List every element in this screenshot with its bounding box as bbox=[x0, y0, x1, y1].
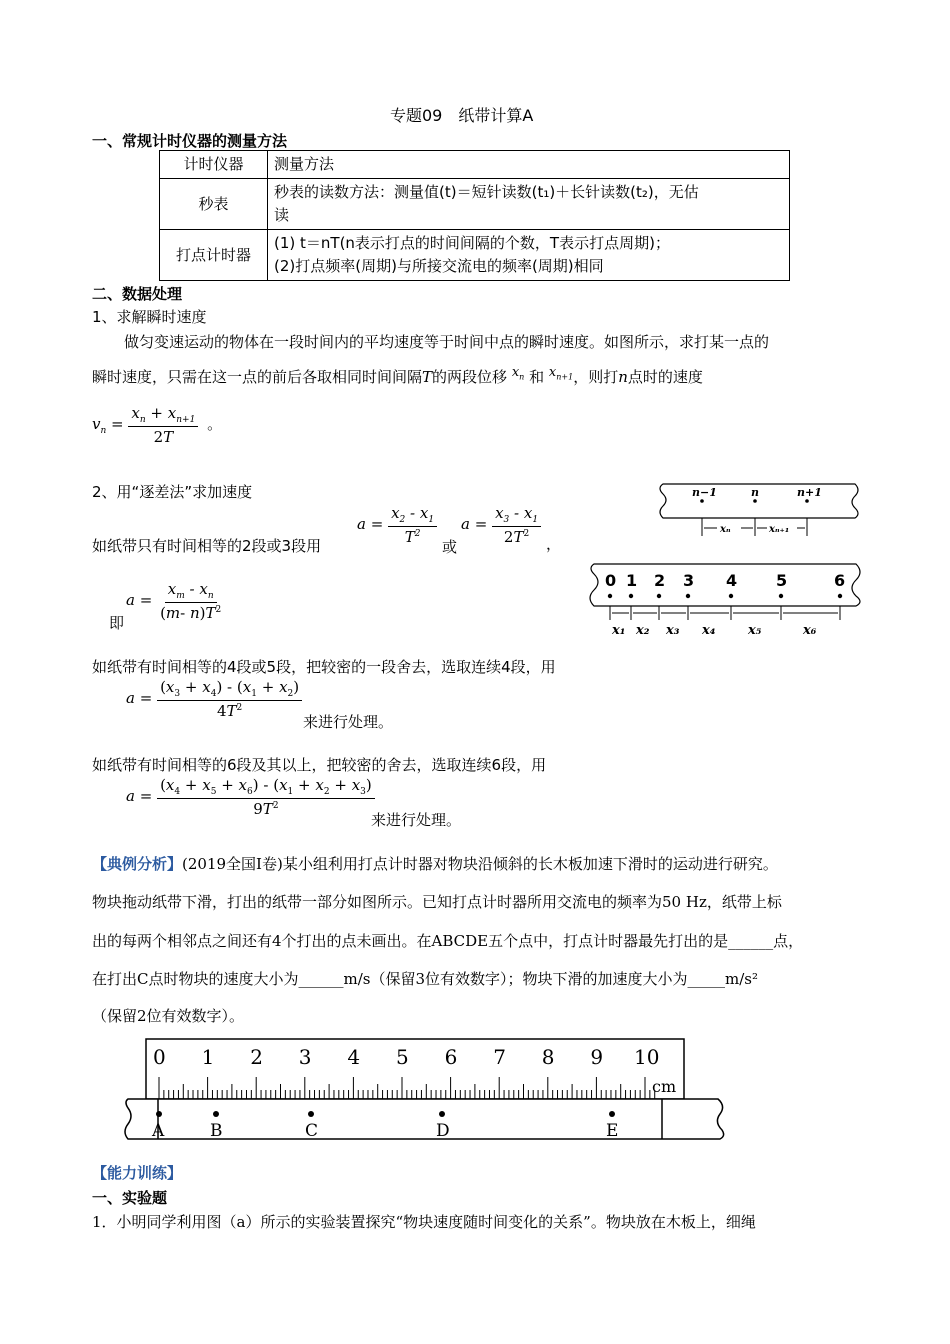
comma-text: ， bbox=[546, 535, 562, 553]
table-header-method: 测量方法 bbox=[268, 151, 790, 179]
example-line-2: 物块拖动纸带下滑，打出的纸带一部分如图所示。已知打点计时器所用交流电的频率为50 Hz，纸带上标 bbox=[92, 893, 782, 911]
ruler-number: 4 bbox=[347, 1045, 361, 1069]
ruler-number: 7 bbox=[493, 1045, 506, 1069]
accel-formula-4seg: a = $\frac{(x_3 + x_4) - (x_1 + x_2)}{4T^2}$ bbox=[126, 678, 302, 720]
fig2-seg-labels bbox=[611, 623, 817, 638]
ruler-number: 6 bbox=[444, 1045, 458, 1069]
ruler-number: 2 bbox=[250, 1045, 263, 1069]
fig1-label-n: n bbox=[751, 486, 759, 499]
tape-figure-successive-difference bbox=[586, 560, 868, 640]
example-tag: 【典例分析】 bbox=[92, 855, 183, 873]
table-cell-timer: 打点计时器 bbox=[160, 230, 268, 281]
training-tag: 【能力训练】 bbox=[92, 1164, 183, 1182]
sub1-title: 1、求解瞬时速度 bbox=[92, 308, 207, 326]
section2-heading: 二、数据处理 bbox=[92, 285, 183, 303]
example-line-3: 出的每两个相邻点之间还有4个打出的点未画出。在ABCDE五个点中，打点计时器最先打出的是______点， bbox=[92, 932, 804, 950]
accel-formula-6seg: a = $\frac{(x_4 + x_5 + x_6) - (x_1 + x_2 + x_3)}{9T^2}$ bbox=[126, 776, 375, 818]
svg-text:C: C bbox=[305, 1121, 319, 1141]
example-line-4: 在打出C点时物块的速度大小为______m/s（保留3位有效数字）；物块下滑的加速度大小为_____m/s² bbox=[92, 970, 758, 988]
ruler-unit: cm bbox=[652, 1077, 677, 1096]
svg-text:B: B bbox=[210, 1121, 223, 1141]
svg-text:5: 5 bbox=[776, 571, 788, 590]
training-heading: 一、实验题 bbox=[92, 1189, 168, 1207]
timer-method-line1: (1) t＝nT(n表示打点的时间间隔的个数，T表示打点周期)； bbox=[274, 234, 670, 252]
ruler-number: 0 bbox=[153, 1045, 166, 1069]
ruler-number: 3 bbox=[298, 1045, 312, 1069]
svg-text:E: E bbox=[606, 1121, 619, 1141]
sub1-paragraph-1: 做匀变速运动的物体在一段时间内的平均速度等于时间中点的瞬时速度。如图所示，求打某一点的 bbox=[124, 333, 770, 351]
tape-figure-instant-velocity bbox=[655, 478, 865, 540]
two-three-segments-text: 如纸带只有时间相等的2段或3段用 bbox=[92, 537, 322, 555]
process-text-2: 来进行处理。 bbox=[371, 811, 462, 829]
process-text-1: 来进行处理。 bbox=[303, 713, 394, 731]
ruler-number: 5 bbox=[396, 1045, 409, 1069]
svg-text:A: A bbox=[152, 1121, 165, 1141]
table-cell-stopwatch: 秒表 bbox=[160, 179, 268, 230]
table-header-instrument: 计时仪器 bbox=[160, 151, 268, 179]
or-text: 或 bbox=[442, 538, 458, 556]
timer-method-line2: (2)打点频率(周期)与所接交流电的频率(周期)相同 bbox=[274, 257, 604, 275]
svg-text:0: 0 bbox=[605, 571, 617, 590]
ruler-number: 1 bbox=[201, 1045, 215, 1069]
accel-formula-3seg: a = $\frac{x_3 - x_1}{2T^2}$ bbox=[461, 504, 541, 546]
svg-text:D: D bbox=[436, 1121, 450, 1141]
svg-text:4: 4 bbox=[726, 571, 738, 590]
ruler-number: 9 bbox=[590, 1045, 604, 1069]
stopwatch-method-line1: 秒表的读数方法：测量值(t)＝短针读数(t₁)＋长针读数(t₂)，无估 bbox=[274, 183, 699, 201]
svg-text:3: 3 bbox=[683, 571, 695, 590]
ruler-tape-figure bbox=[122, 1038, 732, 1144]
sub1-paragraph-2: 瞬时速度，只需在这一点的前后各取相同时间间隔T的两段位移 $x_n$ 和 $x_{n+1}$，则打n点时的速度 bbox=[92, 365, 703, 386]
svg-text:x₁: x₁ bbox=[612, 623, 626, 638]
svg-text:x₅: x₅ bbox=[748, 623, 762, 638]
fig1-label-n-plus-1: n+1 bbox=[797, 486, 822, 499]
six-segments-text: 如纸带有时间相等的6段及其以上，把较密的舍去，选取连续6段，用 bbox=[92, 756, 547, 774]
sub2-title: 2、用“逐差法”求加速度 bbox=[92, 483, 253, 501]
svg-text:1: 1 bbox=[626, 571, 638, 590]
table-cell-stopwatch-method bbox=[268, 179, 790, 230]
accel-formula-2seg: a = $\frac{x_2 - x_1}{T^2}$ bbox=[357, 504, 437, 546]
example-line-5: （保留2位有效数字）。 bbox=[92, 1007, 245, 1025]
fig2-labels bbox=[605, 571, 845, 590]
four-five-segments-text: 如纸带有时间相等的4段或5段，把较密的一段舍去，选取连续4段，用 bbox=[92, 658, 556, 676]
timing-instruments-table bbox=[159, 150, 790, 281]
example-line-1: 【典例分析】(2019全国Ⅰ卷)某小组利用打点计时器对物块沿倾斜的长木板加速下滑时的运动进行研究。 bbox=[92, 855, 778, 873]
accel-formula-general: a = $\frac{x_m - x_n}{(m- n)T^2}$ bbox=[126, 580, 222, 622]
ruler-number: 10 bbox=[634, 1045, 660, 1069]
page-title: 专题09 纸带计算A bbox=[390, 106, 534, 125]
section1-heading: 一、常规计时仪器的测量方法 bbox=[92, 132, 288, 150]
svg-text:6: 6 bbox=[834, 571, 846, 590]
ruler-number: 8 bbox=[541, 1045, 555, 1069]
fig1-seg-xn1: xₙ₊₁ bbox=[769, 524, 790, 535]
stopwatch-method-line2: 读 bbox=[274, 206, 290, 224]
svg-text:x₂: x₂ bbox=[636, 623, 650, 638]
ji-text: 即 bbox=[109, 614, 125, 632]
table-cell-timer-method bbox=[268, 230, 790, 281]
question-1: 1．小明同学利用图（a）所示的实验装置探究“物块速度随时间变化的关系”。物块放在木板上，细绳 bbox=[92, 1213, 756, 1231]
svg-text:x₄: x₄ bbox=[702, 623, 716, 638]
fig1-seg-xn: xₙ bbox=[720, 524, 731, 535]
svg-text:x₃: x₃ bbox=[666, 623, 680, 638]
velocity-formula: $v_n$ = $\frac{x_n + x_{n+1}}{2T}$ 。 bbox=[92, 404, 223, 446]
svg-text:2: 2 bbox=[654, 571, 666, 590]
fig1-label-n-minus-1: n−1 bbox=[692, 486, 717, 499]
svg-text:x₆: x₆ bbox=[803, 623, 817, 638]
